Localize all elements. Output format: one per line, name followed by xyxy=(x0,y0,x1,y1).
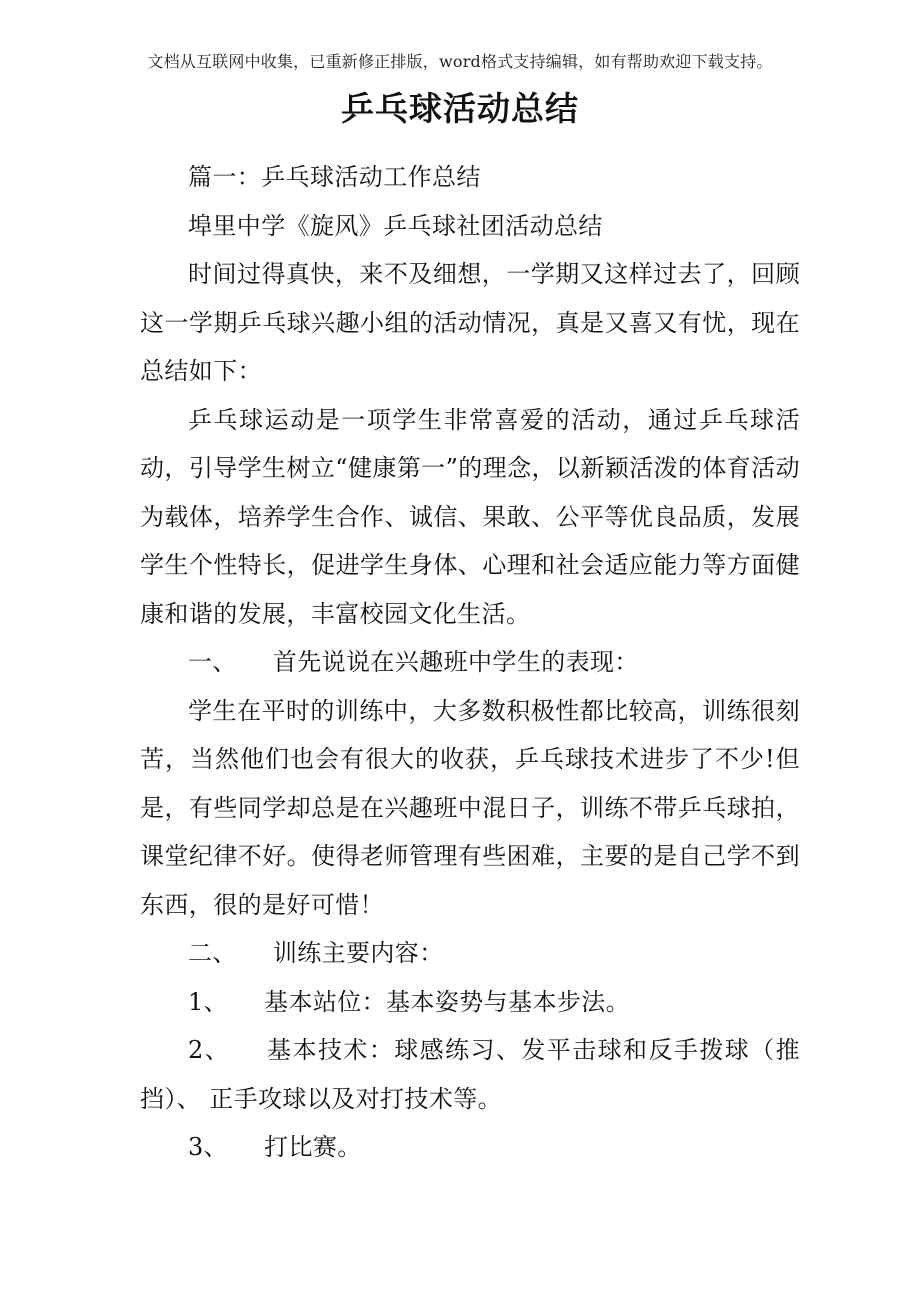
subtitle: 埠里中学《旋风》乒乓球社团活动总结 xyxy=(188,211,603,240)
list-item xyxy=(140,1026,800,1123)
section-number: 二、 xyxy=(188,939,237,967)
list-item xyxy=(140,978,800,1027)
section-heading xyxy=(140,638,800,687)
chapter-heading: 篇一：乒乓球活动工作总结 xyxy=(188,163,481,191)
list-item-number: 3、 xyxy=(188,1133,229,1161)
list-item-text: 基本技术：球感练习、发平击球和反手拨球（推挡）、 正手攻球以及对打技术等。 xyxy=(140,1036,800,1113)
section-number: 一、 xyxy=(188,648,237,676)
document-body xyxy=(140,153,800,1172)
purpose-paragraph: 乒乓球运动是一项学生非常喜爱的活动，通过乒乓球活动，引导学生树立“健康第一”的理念，以新颖活泼的体育活动为载体，培养学生合作、诚信、果敢、公平等优良品质，发展学生个性特长，促进学生身体、心理和社会适应能力等方面健康和谐的发展，丰富校园文化生活。 xyxy=(140,405,800,628)
list-item-number: 1、 xyxy=(188,987,229,1016)
header-note: 文档从互联网中收集，已重新修正排版，word格式支持编辑，如有帮助欢迎下载支持。 xyxy=(147,52,773,71)
list-item-text: 基本站位：基本姿势与基本步法。 xyxy=(264,987,631,1016)
list-item-number: 2、 xyxy=(188,1036,231,1064)
list-item-text: 打比赛。 xyxy=(264,1133,362,1161)
performance-paragraph: 学生在平时的训练中，大多数积极性都比较高，训练很刻苦，当然他们也会有很大的收获，乒乓球技术进步了不少!但是，有些同学却总是在兴趣班中混日子，训练不带乒乓球拍，课堂纪律不好。使得老师管理有些困难，主要的是自己学不到东西，很的是好可惜！ xyxy=(140,696,800,919)
section-heading xyxy=(140,929,800,978)
intro-paragraph: 时间过得真快，来不及细想，一学期又这样过去了，回顾这一学期乒乓球兴趣小组的活动情况，真是又喜又有忧，现在总结如下： xyxy=(140,260,800,385)
page-title: 乒乓球活动总结 xyxy=(341,89,579,128)
section-heading-text: 训练主要内容： xyxy=(272,939,444,967)
section-heading-text: 首先说说在兴趣班中学生的表现： xyxy=(272,648,639,676)
list-item xyxy=(140,1123,800,1172)
